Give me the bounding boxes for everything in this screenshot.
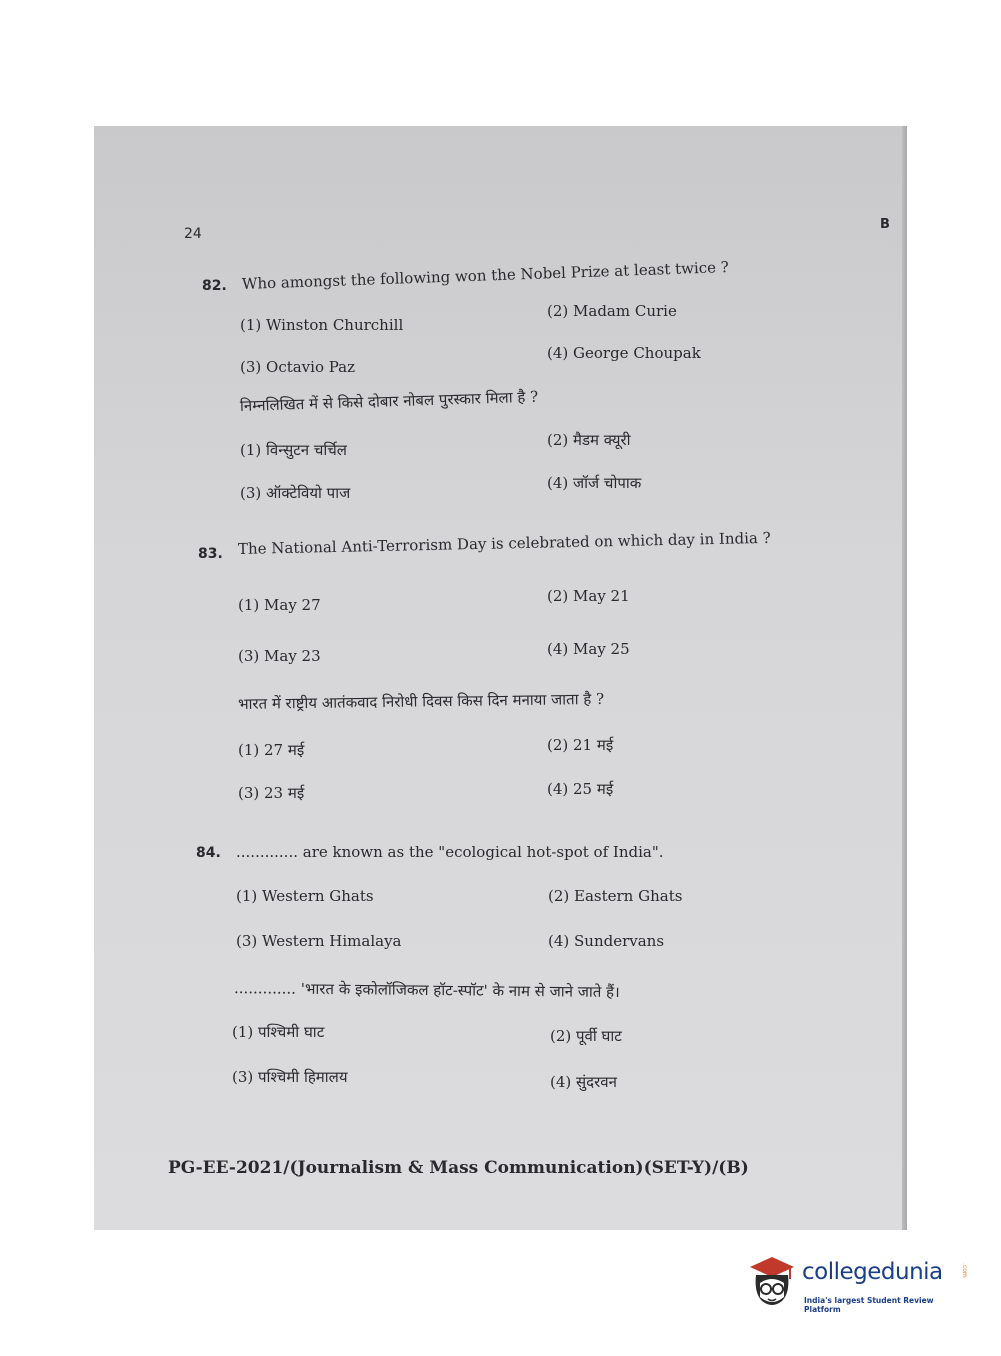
option-en: (2) May 21 [547, 587, 630, 605]
option-hi: (1) 27 मई [238, 741, 305, 759]
option-hi: (4) 25 मई [547, 780, 614, 798]
option-en: (3) Western Himalaya [236, 932, 402, 950]
option-en: (1) May 27 [238, 596, 321, 614]
option-hi: (4) सुंदरवन [550, 1073, 617, 1091]
question-text-hi: भारत में राष्ट्रीय आतंकवाद निरोधी दिवस किस दिन मनाया जाता है ? [237, 689, 605, 713]
option-en: (1) Winston Churchill [240, 316, 404, 334]
option-en: (4) Sundervans [548, 932, 665, 950]
option-hi: (3) 23 मई [238, 784, 305, 802]
exam-page [94, 126, 907, 1230]
option-en: (2) Eastern Ghats [548, 887, 683, 905]
option-en: (3) Octavio Paz [240, 358, 356, 376]
option-hi: (1) विन्सुटन चर्चिल [240, 441, 347, 459]
question-number: 84. [196, 845, 221, 861]
option-hi: (4) जॉर्ज चोपाक [547, 474, 642, 492]
logo-domain-suffix: .com [961, 1263, 968, 1278]
collegedunia-logo [744, 1251, 970, 1313]
option-en: (3) May 23 [238, 647, 321, 665]
option-en: (4) May 25 [547, 640, 630, 658]
page-set-letter: B [880, 217, 890, 232]
question-number: 83. [198, 546, 223, 562]
question-text-en: ............. are known as the "ecological hot-spot of India". [236, 843, 664, 861]
option-en: (4) George Choupak [547, 344, 701, 362]
question-text-hi: निम्नलिखित में से किसे दोबार नोबल पुरस्कार मिला है ? [239, 387, 539, 415]
option-hi: (1) पश्चिमी घाट [232, 1023, 325, 1041]
option-hi: (3) पश्चिमी हिमालय [232, 1068, 348, 1086]
logo-tagline: India's largest Student Review Platform [804, 1296, 934, 1314]
question-text-hi: ............. 'भारत के इकोलॉजिकल हॉट-स्पॉट' के नाम से जाने जाते हैं। [233, 979, 620, 1002]
option-hi: (2) 21 मई [547, 736, 614, 754]
question-text-en: The National Anti-Terrorism Day is celebrated on which day in India ? [237, 528, 771, 558]
page-number: 24 [184, 226, 202, 242]
option-en: (1) Western Ghats [236, 887, 374, 905]
option-hi: (2) मैडम क्यूरी [547, 431, 631, 449]
question-text-en: Who amongst the following won the Nobel Prize at least twice ? [241, 258, 730, 293]
option-hi: (2) पूर्वी घाट [550, 1027, 622, 1045]
option-en: (2) Madam Curie [547, 302, 677, 320]
logo-wordmark: collegedunia [802, 1259, 943, 1285]
question-number: 82. [202, 278, 227, 294]
page-edge-shadow [902, 126, 907, 1230]
mascot-icon [744, 1253, 800, 1311]
paper-code-footer: PG-EE-2021/(Journalism & Mass Communication)(SET-Y)/(B) [168, 1158, 749, 1178]
option-hi: (3) ऑक्टेवियो पाज [240, 484, 351, 502]
